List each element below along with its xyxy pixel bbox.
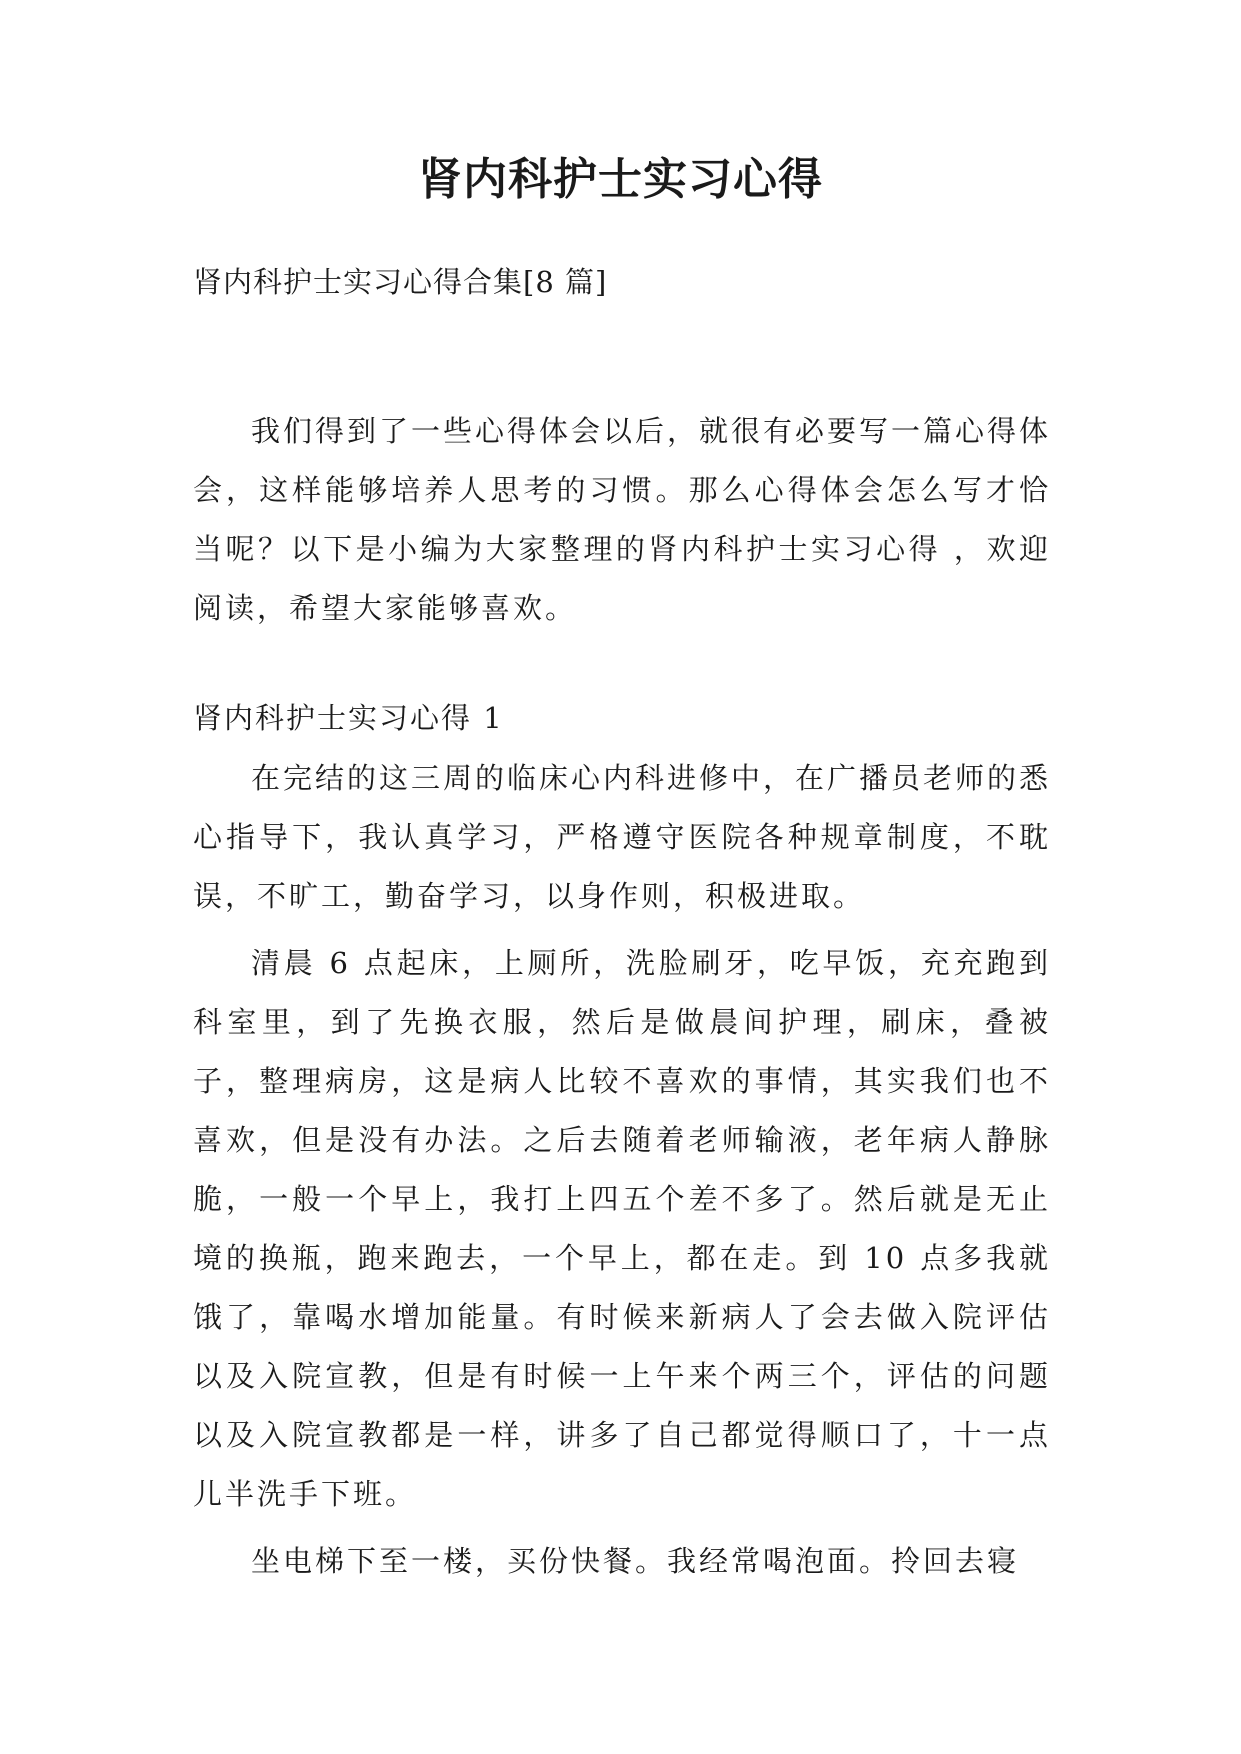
section-paragraph: 在完结的这三周的临床心内科进修中，在广播员老师的悉心指导下，我认真学习，严格遵守医院各种规章制度，不耽误，不旷工，勤奋学习，以身作则，积极进取。 — [193, 761, 1052, 913]
document-subtitle: 肾内科护士实习心得合集[8 篇] — [193, 265, 608, 299]
section-heading: 肾内科护士实习心得 1 — [193, 701, 504, 735]
intro-paragraph-block — [193, 402, 1051, 638]
intro-paragraph: 我们得到了一些心得体会以后，就很有必要写一篇心得体会，这样能够培养人思考的习惯。那么心得体会怎么写才恰当呢？以下是小编为大家整理的肾内科护士实习心得 ，欢迎阅读，希望大家能够喜欢。 — [193, 414, 1052, 625]
section-paragraph: 清晨 6 点起床，上厕所，洗脸刷牙，吃早饭，充充跑到科室里，到了先换衣服，然后是做晨间护理，刷床，叠被子，整理病房，这是病人比较不喜欢的事情，其实我们也不喜欢，但是没有办法。之后去随着老师输液，老年病人静脉脆，一般一个早上，我打上四五个差不多了。然后就是无止境的换瓶，跑来跑去，一个早上，都在走。到 10 点多我就饿了，靠喝水增加能量。有时候来新病人了会去做入院评估以及入院宣教，但是有时候一上午来个两三个，评估的问题以及入院宣教都是一样，讲多了自己都觉得顺口了，十一点儿半洗手下班。 — [193, 946, 1051, 1511]
document-title: 肾内科护士实习心得 — [418, 154, 823, 205]
section-body — [193, 749, 1051, 1591]
section-paragraph: 坐电梯下至一楼，买份快餐。我经常喝泡面。拎回去寝 — [251, 1544, 1020, 1578]
